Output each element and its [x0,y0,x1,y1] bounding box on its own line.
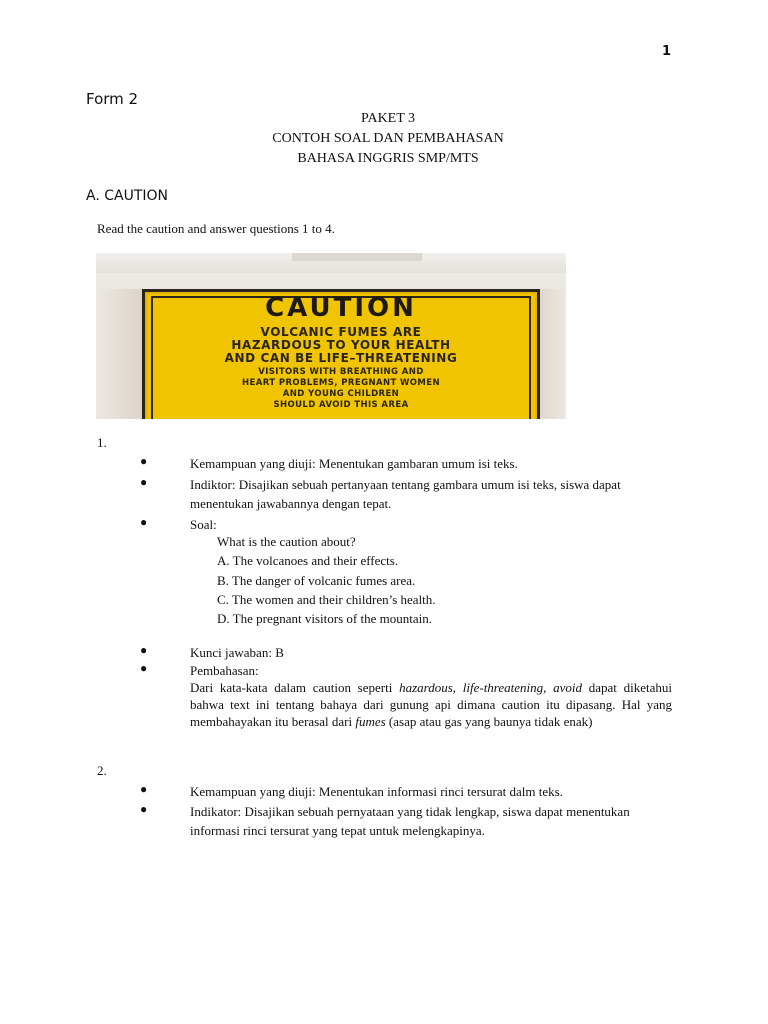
sign-line: HAZARDOUS TO YOUR HEALTH [231,338,451,352]
sign-line: AND CAN BE LIFE–THREATENING [224,351,458,365]
pembahasan-part: dapat diketahui bahwa text ini tentang bahaya dari gunung api dimana caution itu dipasang. Hal yang membahayakan itu berasal dari [190,680,673,729]
q1-option-c: C. The women and their children’s health. [217,592,436,607]
bullet-icon: ● [140,643,148,657]
caution-sign [142,289,540,419]
pembahasan-part: Dari kata-kata dalam caution seperti [190,680,400,695]
sign-line: HEART PROBLEMS, PREGNANT WOMEN [242,378,440,388]
sign-line: AND YOUNG CHILDREN [282,389,400,399]
q2-indikator-text: Indikator: Disajikan sebuah pernyataan yang tidak lengkap, siswa dapat menentukan informasi rinci tersurat yang tepat untuk melengkapinya. [190,804,630,838]
sign-heading: CAUTION [265,293,417,323]
caution-sign-photo [96,253,566,419]
q2-kemampuan-text: Kemampuan yang diuji: Menentukan informasi rinci tersurat dalm teks. [190,784,563,799]
photo-frame-left [96,289,142,419]
intro-text: Read the caution and answer questions 1 to 4. [97,221,335,236]
sign-line: VISITORS WITH BREATHING AND [258,367,424,377]
sign-line: VOLCANIC FUMES ARE [260,325,422,339]
bullet-icon: ● [140,454,148,468]
bullet-icon: ● [140,802,148,816]
bullet-icon: ● [140,515,148,529]
question-1-number: 1. [97,435,107,450]
pembahasan-emphasis: hazardous, life-threatening, avoid [399,680,583,695]
q1-soal-label: Soal: [190,517,217,532]
pembahasan-part: (asap atau gas yang baunya tidak enak) [385,714,593,729]
title-line-1: PAKET 3 [360,111,416,126]
form-label: Form 2 [86,90,139,108]
page-number: 1 [662,44,672,59]
q1-option-b: B. The danger of volcanic fumes area. [217,573,416,588]
question-2-number: 2. [97,763,107,778]
bullet-icon: ● [140,782,148,796]
bullet-icon: ● [140,475,148,489]
q1-indikator-text: Indiktor: Disajikan sebuah pertanyaan tentang gambara umum isi teks, siswa dapat menentukan jawabannya dengan tepat. [190,477,621,511]
bullet-icon: ● [140,661,148,675]
title-line-3: BAHASA INGGRIS SMP/MTS [297,151,479,166]
section-heading: A. CAUTION [86,188,169,204]
pembahasan-emphasis: fumes [355,714,386,729]
sign-post [292,253,422,261]
q1-pembahasan-text [190,679,672,730]
q1-kunci-text: Kunci jawaban: B [190,645,284,660]
sign-line: SHOULD AVOID THIS AREA [273,400,409,410]
title-line-2: CONTOH SOAL DAN PEMBAHASAN [272,131,504,146]
q1-pembahasan-label: Pembahasan: [190,663,259,678]
q1-option-d: D. The pregnant visitors of the mountain. [217,611,432,626]
q1-kemampuan-text: Kemampuan yang diuji: Menentukan gambaran umum isi teks. [190,456,518,471]
q1-question: What is the caution about? [217,534,356,549]
q1-option-a: A. The volcanoes and their effects. [217,553,399,568]
